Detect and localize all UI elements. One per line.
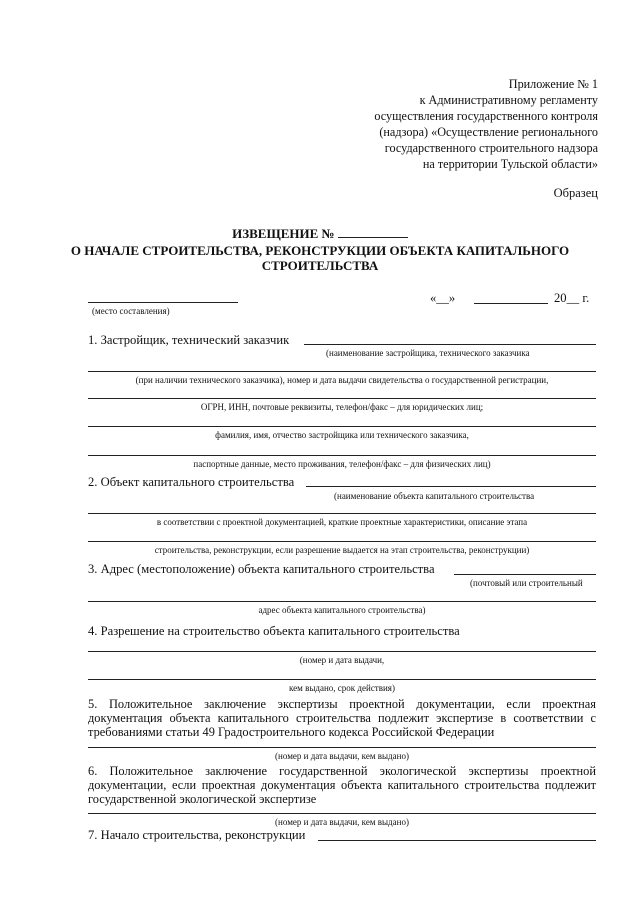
developer-caption-3: ОГРН, ИНН, почтовые реквизиты, телефон/факс – для юридических лиц; [200,402,484,412]
header-line: Приложение № 1 [508,77,598,91]
permit-caption-2: кем выдано, срок действия) [289,683,395,693]
developer-caption-1: (наименование застройщика, технического заказчика [326,348,530,358]
object-caption-3: строительства, реконструкции, если разрешение выдается на этап строительства, реконструкции) [154,545,530,555]
permit-caption-1: (номер и дата выдачи, [299,655,385,665]
object-caption-2: в соответствии с проектной документацией, краткие проектные характеристики, описание этапа [156,517,528,527]
developer-caption-2: (при наличии технического заказчика), номер и дата выдачи свидетельства о государственной регистрации, [135,375,549,385]
developer-caption-5: паспортные данные, место проживания, телефон/факс – для физических лиц) [193,459,491,469]
permit-field[interactable] [88,651,596,652]
notice-number-field[interactable] [338,237,408,238]
eco-expertise-field[interactable] [88,813,596,814]
object-field-3[interactable] [88,541,596,542]
sample-label: Образец [553,186,598,200]
eco-expertise-paragraph: 6. Положительное заключение государственной экологической экспертизы проектной документации, если проектная документация объекта капитального строительства подлежит государственной экологической экспертизе [88,764,596,806]
object-label: 2. Объект капитального строительства [88,475,295,489]
date-day: «__» [430,291,456,305]
permit-label: 4. Разрешение на строительство объекта капитального строительства [88,624,460,638]
developer-field[interactable] [304,344,596,345]
address-caption-1: (почтовый или строительный [470,578,583,588]
permit-field-2[interactable] [88,679,596,680]
date-year: 20__ г. [554,291,590,305]
eco-expertise-caption: (номер и дата выдачи, кем выдано) [275,817,409,827]
address-field-2[interactable] [88,601,596,602]
header-line: (надзора) «Осуществление регионального [379,125,598,139]
place-caption: (место составления) [92,306,170,316]
place-field[interactable] [88,302,238,303]
header-line: к Административному регламенту [419,93,598,107]
developer-field-2[interactable] [88,371,596,372]
notice-subtitle-2: СТРОИТЕЛЬСТВА [261,258,379,273]
developer-field-4[interactable] [88,426,596,427]
header-line: осуществления государственного контроля [374,109,598,123]
object-caption-1: (наименование объекта капитального строительства [334,491,535,501]
address-caption-2: адрес объекта капитального строительства) [258,605,426,615]
appendix-header [374,76,598,172]
start-field[interactable] [318,840,596,841]
date-month-field[interactable] [474,303,548,304]
start-label: 7. Начало строительства, реконструкции [88,828,306,842]
header-line: на территории Тульской области» [422,157,598,171]
notice-subtitle-1: О НАЧАЛЕ СТРОИТЕЛЬСТВА, РЕКОНСТРУКЦИИ ОБЪЕКТА КАПИТАЛЬНОГО [70,243,570,258]
notice-title [0,226,640,241]
expertise-paragraph: 5. Положительное заключение экспертизы проектной документации, если проектная документация объекта капитального строительства подлежит экспертизе в соответствии с требованиями статьи 49 Градостроительного кодекса Российской Федерации [88,697,596,739]
object-field[interactable] [306,486,596,487]
header-line: государственного строительного надзора [384,141,598,155]
expertise-caption: (номер и дата выдачи, кем выдано) [275,751,409,761]
expertise-field[interactable] [88,747,596,748]
developer-caption-4: фамилия, имя, отчество застройщика или технического заказчика, [215,430,469,440]
developer-label: 1. Застройщик, технический заказчик [88,333,290,347]
developer-field-3[interactable] [88,398,596,399]
address-field[interactable] [454,574,596,575]
address-label: 3. Адрес (местоположение) объекта капитального строительства [88,562,435,576]
object-field-2[interactable] [88,513,596,514]
notice-title-text: ИЗВЕЩЕНИЕ № [232,226,335,241]
developer-field-5[interactable] [88,455,596,456]
